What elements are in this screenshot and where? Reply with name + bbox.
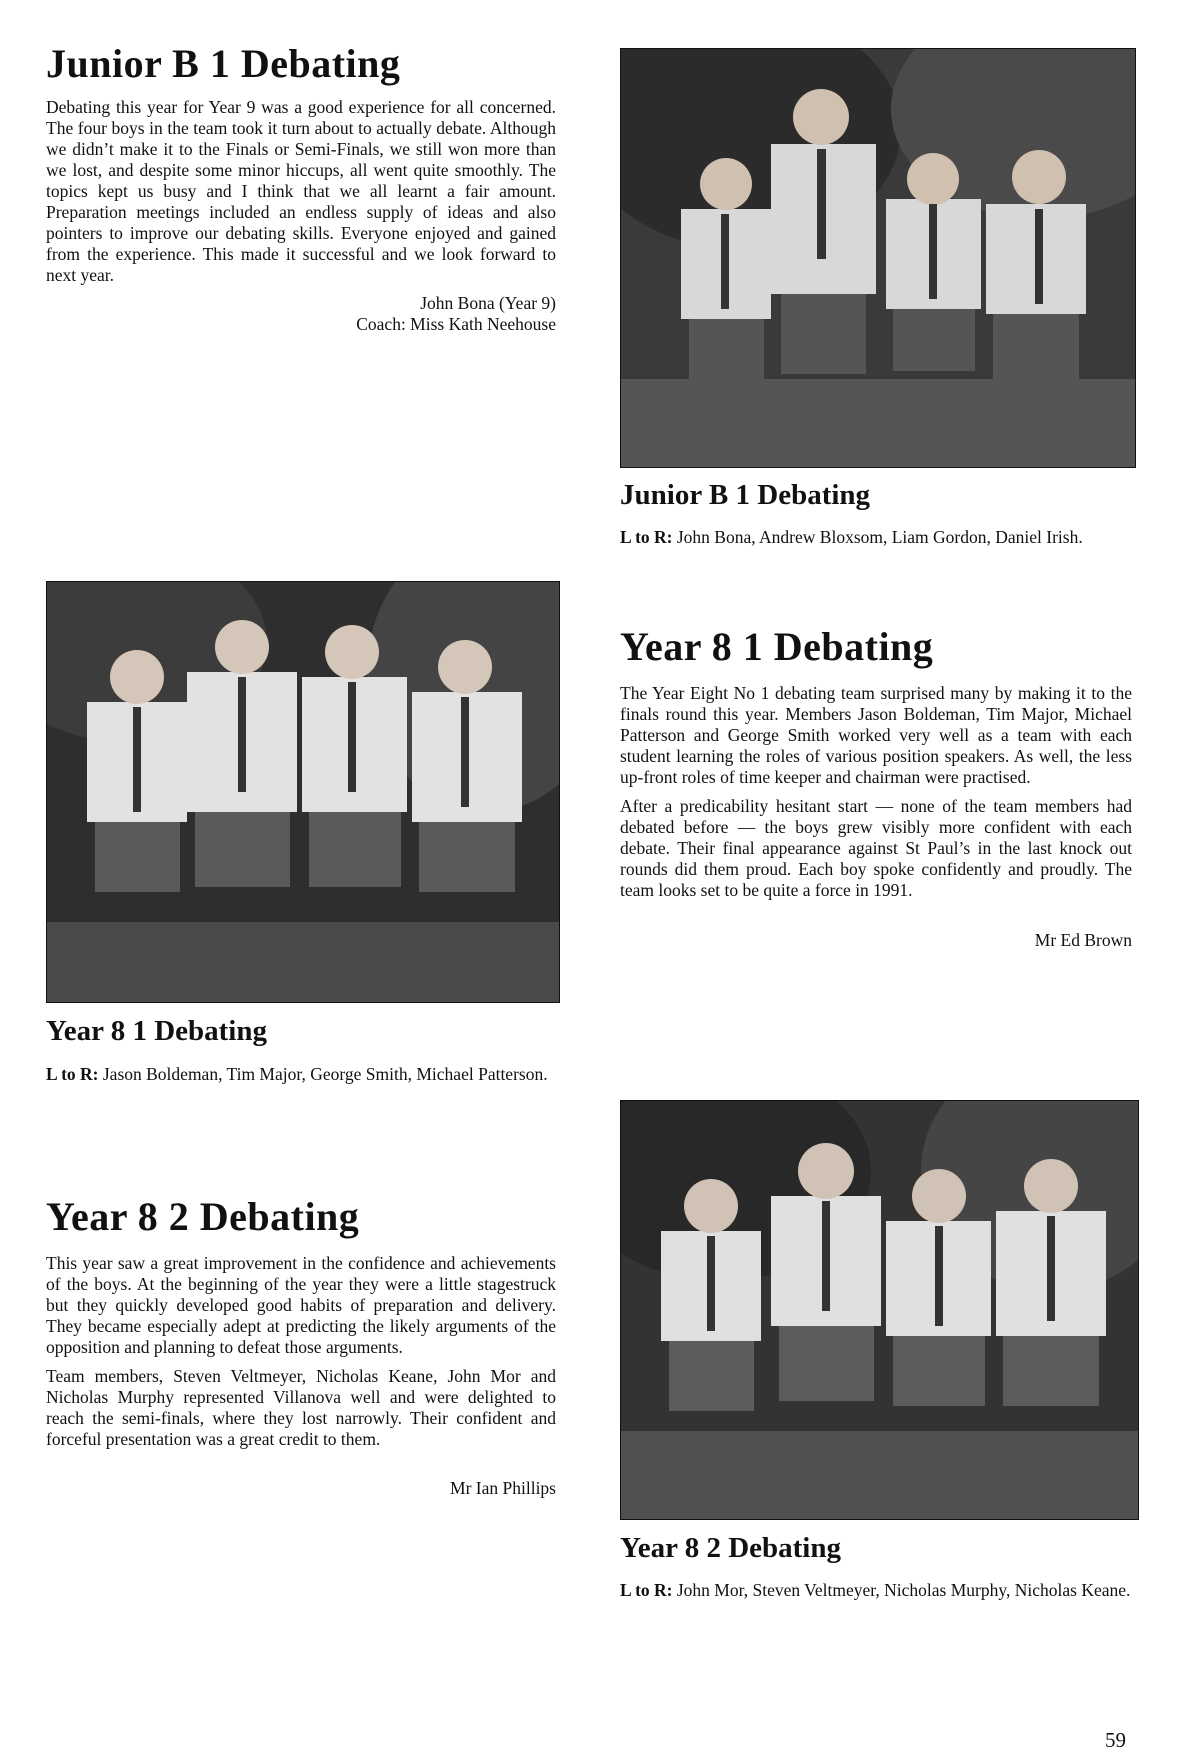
year8-2-article	[46, 1253, 556, 1458]
junior-b1-article	[46, 97, 556, 294]
year8-1-article	[620, 683, 1132, 909]
year8-2-photo-graphic	[621, 1101, 1138, 1519]
junior-b1-caption	[620, 527, 1140, 548]
junior-b1-team-photo	[620, 48, 1136, 468]
year8-2-caption-prefix: L to R:	[620, 1580, 673, 1600]
junior-b1-photo-graphic	[621, 49, 1135, 467]
year8-1-signature	[882, 930, 1132, 951]
year8-1-paragraph-1: The Year Eight No 1 debating team surprised many by making it to the finals round this year. Members Jason Boldeman, Tim Major, Michael Patterson and George Smith worked very well as a team with each student learning the roles of various position speakers. As well, the less up-front roles of time keeper and chairman were practised.	[620, 683, 1132, 787]
junior-b1-signature	[296, 293, 556, 335]
year8-2-author: Mr Ian Phillips	[450, 1478, 556, 1498]
year8-1-caption	[46, 1064, 558, 1085]
junior-b1-title: Junior B 1 Debating	[46, 41, 401, 86]
junior-b1-caption-prefix: L to R:	[620, 527, 673, 547]
year8-1-caption-prefix: L to R:	[46, 1064, 99, 1084]
year8-1-team-photo	[46, 581, 560, 1003]
year8-2-signature	[306, 1478, 556, 1499]
year8-1-photo-graphic	[47, 582, 559, 1002]
year8-1-author: Mr Ed Brown	[1034, 930, 1132, 950]
junior-b1-paragraph: Debating this year for Year 9 was a good experience for all concerned. The four boys in the team took it turn about to actually debate. Although we didn’t make it to the Finals or Semi-Finals, we still won more than we lost, and despite some minor hiccups, all went quite smoothly. The topics kept us busy and I think that we all learnt a fair amount. Preparation meetings included an endless supply of ideas and also pointers to improve our debating skills. Everyone enjoyed and gained from the experience. This made it successful and we look forward to next year.	[46, 97, 556, 285]
year8-1-paragraph-2: After a predicability hesitant start — none of the team members had debated before — the boys grew visibly more confident with each debate. Their final appearance against St Paul’s in the last knock out rounds did them proud. Each boy spoke confidently and proudly. The team looks set to be quite a force in 1991.	[620, 796, 1132, 900]
year8-2-title: Year 8 2 Debating	[46, 1194, 360, 1239]
year8-2-paragraph-2: Team members, Steven Veltmeyer, Nicholas Keane, John Mor and Nicholas Murphy represented Villanova well and were delighted to reach the semi-finals, where they lost narrowly. Their confident and forceful presentation was a great credit to them.	[46, 1366, 556, 1449]
year8-2-caption-names: John Mor, Steven Veltmeyer, Nicholas Murphy, Nicholas Keane.	[672, 1580, 1131, 1600]
junior-b1-caption-title: Junior B 1 Debating	[620, 479, 871, 511]
junior-b1-coach: Coach: Miss Kath Neehouse	[356, 314, 556, 334]
junior-b1-caption-names: John Bona, Andrew Bloxsom, Liam Gordon, Daniel Irish.	[672, 527, 1083, 547]
year8-2-caption-title: Year 8 2 Debating	[620, 1532, 841, 1564]
year8-1-caption-title: Year 8 1 Debating	[46, 1015, 267, 1047]
junior-b1-author: John Bona (Year 9)	[420, 293, 556, 313]
year8-2-caption	[620, 1580, 1137, 1601]
year8-1-caption-names: Jason Boldeman, Tim Major, George Smith, Michael Patterson.	[98, 1064, 548, 1084]
year8-1-title: Year 8 1 Debating	[620, 624, 934, 669]
page-number: 59	[1105, 1728, 1126, 1752]
year8-2-team-photo	[620, 1100, 1139, 1520]
year8-2-paragraph-1: This year saw a great improvement in the confidence and achievements of the boys. At the beginning of the year they were a little stagestruck but they quickly developed good habits of preparation and delivery. They became especially adept at predicting the likely arguments of the opposition and planning to defeat those arguments.	[46, 1253, 556, 1357]
